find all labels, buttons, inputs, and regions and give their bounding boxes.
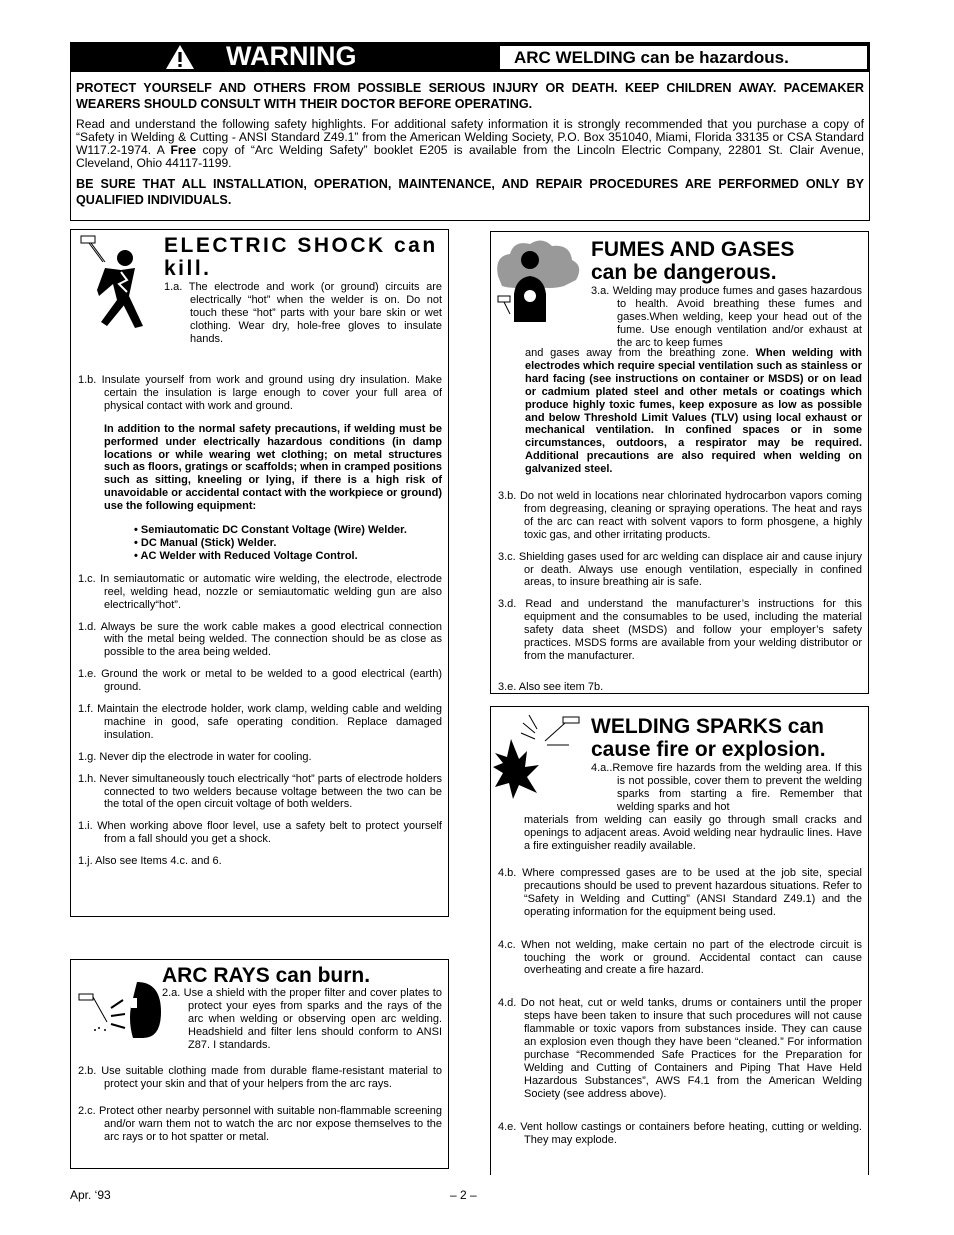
intro-box	[70, 72, 870, 221]
item-4a: 4.a..Remove fire hazards from the welding area. If this is not possible, cover them to prevent the welding sparks from starting a fire. Remember that welding sparks and hot	[591, 762, 862, 813]
welding-sparks-section	[490, 706, 869, 1175]
item-4c: 4.c. When not welding, make certain no part of the electrode circuit is touching the work or ground. Accidental contact can cause overheating and create a fire hazard.	[498, 938, 862, 977]
warning-subtitle: ARC WELDING can be hazardous.	[500, 46, 867, 69]
item-1i: 1.i. When working above floor level, use a safety belt to protect yourself from a fall should you get a shock.	[78, 820, 442, 846]
warning-triangle-icon	[165, 44, 195, 70]
item-3d: 3.d. Read and understand the manufacturer’s instructions for this equipment and the consumables to be used, including the material safety data sheet (MSDS) and follow your employer’s safety practices. MSDS forms are available from your welding distributor or from the manufacturer.	[498, 598, 862, 662]
bullet-2: • DC Manual (Stick) Welder.	[134, 536, 277, 549]
sparks-title-line-2: cause fire or explosion.	[591, 738, 826, 761]
arc-rays-section	[70, 959, 449, 1169]
warning-title: WARNING	[226, 41, 357, 71]
warning-banner	[70, 42, 870, 72]
item-4e: 4.e. Vent hollow castings or containers before heating, cutting or welding. They may explode.	[498, 1120, 862, 1146]
fumes-title-line-2: can be dangerous.	[591, 261, 777, 284]
footer-date: Apr. ‘93	[70, 1188, 111, 1202]
item-1a: 1.a. The electrode and work (or ground) circuits are electrically “hot” when the welder is on. Do not touch these “hot” parts with your bare skin or wet clothing. Wear dry, hole-free gloves to insulate hands.	[164, 281, 442, 345]
item-2a: 2.a. Use a shield with the proper filter and cover plates to protect your eyes from sparks and the rays of the arc when welding or observing open arc welding. Headshield and filter lens should conform to ANSI Z87. I standards.	[162, 987, 442, 1051]
item-2c: 2.c. Protect other nearby personnel with suitable non-flammable screening and/or warn them not to watch the arc nor expose themselves to the arc rays or to hot spatter or metal.	[78, 1104, 442, 1143]
sparks-items	[498, 867, 862, 1146]
item-4b: 4.b. Where compressed gases are to be used at the job site, special precautions should be used to prevent hazardous situations. Refer to “Safety in Welding and Cutting” (ANSI Standard Z49.1) and the operating information for the equipment being used.	[498, 867, 862, 918]
page-number: – 2 –	[450, 1188, 477, 1202]
fumes-section	[490, 231, 869, 694]
arc-rays-title: ARC RAYS can burn.	[162, 964, 371, 987]
intro-paragraph: Read and understand the following safety highlights. For additional safety information it is strongly recommended that you purchase a copy of “Safety in Welding & Cutting - ANSI Standard Z49.1” from the American Welding Society, P.O. Box 351040, Miami, Florida 33135 or CSA Standard W117.2-1974. A Free copy of “Arc Welding Safety” booklet E205 is available from the Lincoln Electric Company, 22801 St. Clair Avenue, Cleveland, Ohio 44117-1199.	[76, 117, 864, 170]
item-3b: 3.b. Do not weld in locations near chlorinated hydrocarbon vapors coming from degreasing, cleaning or spraying operations. The heat and rays of the arc can react with solvent vapors to form phosgene, a highly toxic gas, and other irritating products.	[498, 490, 862, 541]
bullet-3: • AC Welder with Reduced Voltage Control.	[134, 549, 358, 562]
item-1e: 1.e. Ground the work or metal to be welded to a good electrical (earth) ground.	[78, 668, 442, 694]
fumes-items	[498, 490, 862, 694]
item-1d: 1.d. Always be sure the work cable makes a good electrical connection with the metal being welded. The connection should be as close as possible to the area being welded.	[78, 620, 442, 659]
bullet-1: • Semiautomatic DC Constant Voltage (Wire) Welder.	[134, 524, 407, 537]
item-4a-continued: materials from welding can easily go through small cracks and openings to adjacent areas. Avoid welding near hydraulic lines. Have a fire extinguisher readily available.	[524, 814, 862, 852]
item-1b-bold: In addition to the normal safety precautions, if welding must be performed under electrically hazardous conditions (in damp locations or while wearing wet clothing; on metal structures such as floors, gratings or scaffolds; when in cramped positions such as sitting, kneeling or lying, if there is a high risk of unavoidable or accidental contact with the workpiece or ground) use the following equipment:	[104, 422, 443, 513]
electric-items	[78, 374, 442, 868]
electric-shock-title: ELECTRIC SHOCK can kill.	[164, 234, 438, 280]
item-1b: 1.b. Insulate yourself from work and ground using dry insulation. Make certain the insulation is large enough to cover your full area of physical contact with work and ground.	[78, 374, 442, 412]
item-3a-continued: and gases away from the breathing zone. When welding with electrodes which require special ventilation such as stainless or hard facing (see instructions on container or MSDS) or on lead or cadmium plated steel and other metals or coatings which produce highly toxic fumes, keep exposure as low as possible and below Threshold Limit Values (TLV) using local exhaust or mechanical ventilation. In confined spaces or in some circumstances, outdoors, a respirator may be required. Additional precautions are also required when welding on galvanized steel.	[525, 347, 862, 476]
item-1g: 1.g. Never dip the electrode in water for cooling.	[78, 750, 312, 763]
intro-bold-warning: PROTECT YOURSELF AND OTHERS FROM POSSIBLE SERIOUS INJURY OR DEATH. KEEP CHILDREN AWAY. PACEMAKER WEARERS SHOULD CONSULT WITH THEIR DOCTOR BEFORE OPERATING.	[76, 81, 864, 111]
arc-rays-icon	[77, 978, 163, 1040]
sparks-title-line-1: WELDING SPARKS can	[591, 715, 824, 738]
electric-shock-icon	[77, 234, 163, 334]
item-1h: 1.h. Never simultaneously touch electrically “hot” parts of electrode holders connected to two welders because voltage between the two can be the total of the open circuit voltage of both welders.	[78, 772, 442, 811]
electric-shock-section	[70, 229, 449, 917]
item-3a: 3.a. Welding may produce fumes and gases hazardous to health. Avoid breathing these fumes and gases.When welding, keep your head out of the fume. Use enough ventilation and/or exhaust at the arc to keep fumes	[591, 285, 862, 349]
fumes-title-line-1: FUMES AND GASES	[591, 238, 795, 261]
item-1c: 1.c. In semiautomatic or automatic wire welding, the electrode, electrode reel, welding head, nozzle or semiautomatic welding gun are also electrically“hot”.	[78, 572, 442, 611]
welding-sparks-icon	[493, 713, 585, 799]
arc-items	[78, 1065, 442, 1144]
intro-bold-qualified: BE SURE THAT ALL INSTALLATION, OPERATION, MAINTENANCE, AND REPAIR PROCEDURES ARE PERFORMED ONLY BY QUALIFIED INDIVIDUALS.	[76, 177, 864, 207]
item-3c: 3.c. Shielding gases used for arc welding can displace air and cause injury or death. Always use enough ventilation, especially in confined areas, to insure breathing air is safe.	[498, 550, 862, 589]
fumes-icon	[494, 236, 584, 326]
item-3e: 3.e. Also see item 7b.	[498, 680, 604, 693]
item-2b: 2.b. Use suitable clothing made from durable flame-resistant material to protect your skin and that of your helpers from the arc rays.	[78, 1065, 442, 1090]
item-4d: 4.d. Do not heat, cut or weld tanks, drums or containers until the proper steps have been taken to insure that such procedures will not cause flammable or toxic vapors from substances inside. They can cause an explosion even though they have been “cleaned.” For information purchase “Recommended Safe Practices for the Preparation for Welding and Cutting of Containers and Piping That Have Held Hazardous Substances”, AWS F4.1 from the American Welding Society (see address above).	[498, 997, 862, 1100]
item-1j: 1.j. Also see Items 4.c. and 6.	[78, 855, 222, 868]
item-1f: 1.f. Maintain the electrode holder, work clamp, welding cable and welding machine in good, safe operating condition. Replace damaged insulation.	[78, 703, 442, 741]
